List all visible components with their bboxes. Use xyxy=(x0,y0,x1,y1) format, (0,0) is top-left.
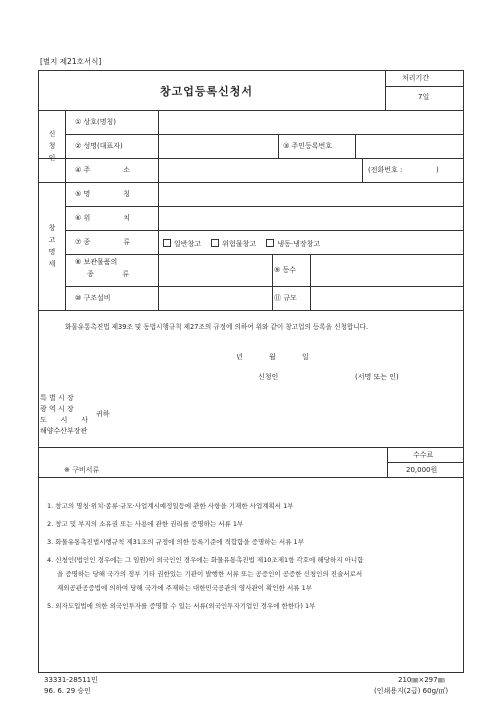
warehouse-name-label: ⑤ 명 칭 xyxy=(75,190,130,198)
checkbox-icon xyxy=(211,239,219,247)
goods-type-label: ⑧ 보관물품의 종 류 xyxy=(75,258,129,278)
goods-type-field[interactable] xyxy=(160,256,270,284)
required-documents-label: ※ 구비서류 xyxy=(64,466,100,474)
building-count-field[interactable] xyxy=(312,256,462,284)
hazmat-warehouse-checkbox[interactable]: 위험물창고 xyxy=(211,240,256,248)
processing-period-value: 7일 xyxy=(418,93,430,101)
warehouse-location-label: ⑥ 위 치 xyxy=(75,214,130,222)
date-month-label: 월 xyxy=(269,353,276,361)
checkbox-icon xyxy=(163,239,171,247)
structure-field[interactable] xyxy=(160,288,270,308)
applicant-signature-label: 신청인 xyxy=(258,373,279,381)
approval-date: 96. 6. 29 승인 xyxy=(44,687,91,695)
business-name-label: ① 상호(명칭) xyxy=(75,118,117,126)
declaration-statement: 화물유통촉진법 제39조 및 동법시행규칙 제27조의 규정에 의하여 위와 같이 창고업의 등록을 신청합니다. xyxy=(65,323,369,331)
warehouse-type-options xyxy=(163,239,320,248)
address-label: ④ 주 소 xyxy=(75,166,130,174)
recipient-block: 특 별 시 장 광 역 시 장 도 시 사 해양수산부장관 xyxy=(40,394,88,435)
form-label: [별지 제21호서식] xyxy=(40,57,102,66)
form-title: 창고업등록신청서 xyxy=(160,85,254,98)
paper-size: 210㎜×297㎜ xyxy=(398,676,445,684)
fee-label: 수수료 xyxy=(413,451,434,459)
document-item-2: 2. 창고 및 부지의 소유권 또는 사용에 관한 권리를 증명하는 서류 1부 xyxy=(47,520,244,528)
paper-type: (인쇄용지(2급) 60g/㎡) xyxy=(374,687,449,695)
processing-period-label: 처리기간 xyxy=(402,74,430,82)
warehouse-name-field[interactable] xyxy=(160,184,462,204)
phone-label: (전화번호 : xyxy=(368,166,403,174)
document-item-4: 4. 신청인(법인인 경우에는 그 임원)이 외국인인 경우에는 화물유통촉진법 제10조제1항 각호에 해당하지 아니함 xyxy=(47,556,364,564)
applicant-section-label: 신 청 인 xyxy=(48,130,56,162)
resident-number-field[interactable] xyxy=(357,136,462,156)
signature-instruction: (서명 또는 인) xyxy=(355,373,399,381)
scale-field[interactable] xyxy=(312,288,462,308)
cold-storage-checkbox[interactable]: 냉동·냉장창고 xyxy=(266,240,320,248)
warehouse-section-label: 창 고 명 세 xyxy=(48,224,56,268)
document-item-4-cont-1: 을 증명하는 당해 국가의 정부 기타 권한있는 기관이 발행한 서류 또는 공증인이 공증한 신청인의 진술서로서 xyxy=(57,570,363,578)
resident-number-label: ③ 주민등록번호 xyxy=(283,142,333,150)
general-warehouse-checkbox[interactable]: 일반창고 xyxy=(163,240,201,248)
representative-label: ② 성명(대표자) xyxy=(75,142,123,150)
phone-close: ) xyxy=(436,166,439,174)
checkbox-icon xyxy=(266,239,274,247)
document-item-5: 5. 외자도입법에 의한 외국인투자를 증명할 수 있는 서류(외국인투자기업인 경우에 한한다) 1부 xyxy=(47,602,316,610)
warehouse-location-field[interactable] xyxy=(160,208,462,228)
recipient-suffix: 귀하 xyxy=(96,410,110,418)
structure-label: ⑩ 구조설비 xyxy=(75,294,111,302)
document-item-4-cont-2: 재외공관공증법에 의하여 당해 국가에 주재하는 대한민국공관의 영사관이 확인한 서류 1부 xyxy=(57,584,313,592)
document-item-3: 3. 화물유통촉진법시행규칙 제31조의 규정에 의한 등록기준에 적합함을 증명하는 서류 1부 xyxy=(47,538,304,546)
address-field[interactable] xyxy=(160,160,360,180)
date-day-label: 일 xyxy=(302,353,309,361)
form-code: 33331-28511민 xyxy=(44,676,98,684)
document-item-1: 1. 창고의 명칭·위치·종류·규모·사업계시예정일등에 관한 사항을 기재한 사업계획서 1부 xyxy=(47,502,294,510)
date-year-label: 년 xyxy=(236,353,243,361)
business-name-field[interactable] xyxy=(160,112,462,132)
representative-field[interactable] xyxy=(160,136,276,156)
fee-value: 20,000원 xyxy=(406,466,438,474)
warehouse-type-label: ⑦ 종 류 xyxy=(75,238,130,246)
building-count-label: ⑨ 동수 xyxy=(274,266,297,274)
scale-label: ⑪ 규모 xyxy=(274,294,297,302)
